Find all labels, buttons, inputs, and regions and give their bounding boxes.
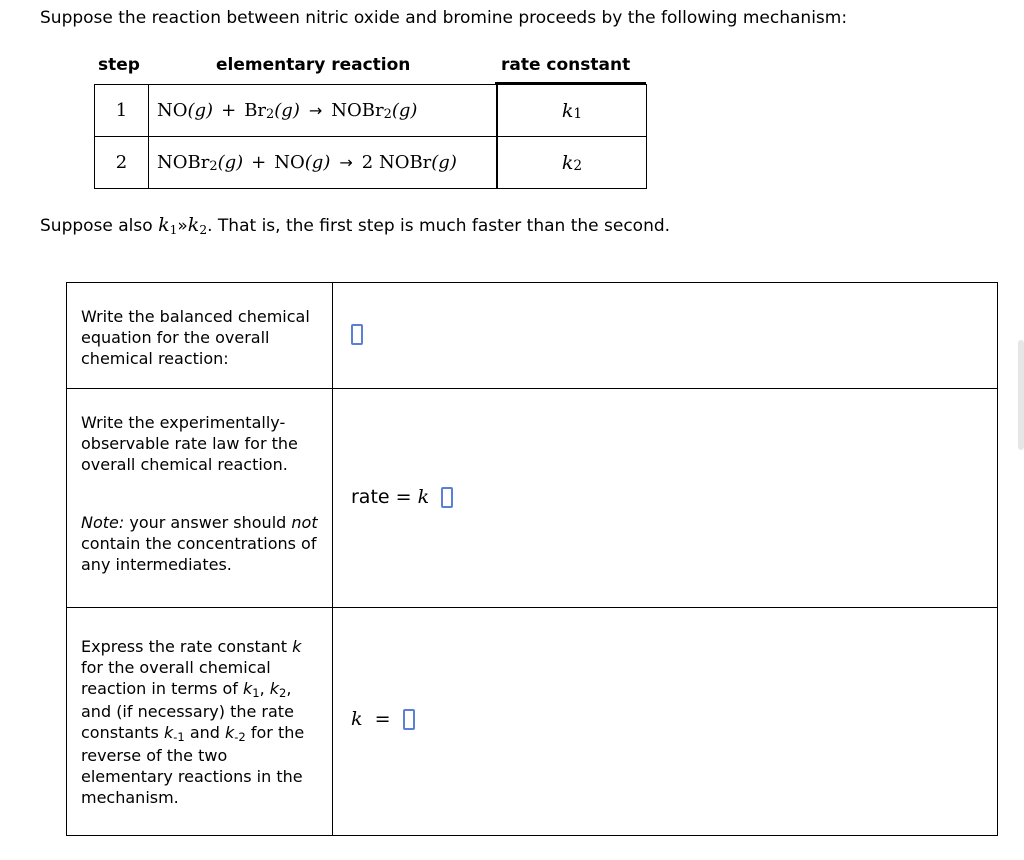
reactant-2: Br <box>244 100 267 121</box>
rate-constant-input[interactable] <box>403 709 415 730</box>
state: (g) <box>391 100 418 121</box>
question-row-rate-law <box>67 389 997 608</box>
mechanism-row-1 <box>95 85 647 137</box>
subscript: -2 <box>234 730 246 745</box>
reactant-2: NO <box>274 152 305 173</box>
subscript: 2 <box>573 158 583 175</box>
plus-sign: + <box>251 152 267 173</box>
reaction-arrow-icon: → <box>339 153 353 172</box>
rate-law-input[interactable] <box>441 487 453 508</box>
note-text: contain the concentrations of any intermediates. <box>81 534 317 574</box>
note-label: Note: <box>81 513 125 532</box>
state: (g) <box>431 152 457 173</box>
text: and <box>184 723 226 742</box>
rate-constant-expression <box>351 708 415 730</box>
note-emphasis: not <box>291 513 318 532</box>
overall-equation-input[interactable] <box>351 324 363 345</box>
question-cell <box>67 608 333 835</box>
assumption-text <box>40 214 670 236</box>
header-elementary-reaction: elementary reaction <box>216 55 411 75</box>
state: (g) <box>274 100 300 121</box>
k-symbol: k <box>158 214 170 236</box>
header-step: step <box>98 55 140 75</box>
question-note <box>81 512 318 575</box>
mechanism-header <box>94 52 646 82</box>
plus-sign: + <box>221 100 237 121</box>
step-number: 2 <box>95 137 149 189</box>
k-symbol: k <box>351 708 363 730</box>
question-cell <box>67 283 333 388</box>
k-symbol: k <box>163 723 174 742</box>
k-symbol: k <box>292 637 302 656</box>
subscript: -1 <box>173 730 185 745</box>
mechanism-grid <box>94 84 647 189</box>
subscript: 2 <box>266 106 275 122</box>
product: NOBr <box>331 100 384 121</box>
reaction-arrow-icon: → <box>308 101 323 120</box>
question-text: Write the experimentally-observable rate law for the overall chemical reaction. <box>81 413 298 474</box>
question-text <box>81 608 318 808</box>
k-symbol: k <box>243 679 253 698</box>
answer-cell <box>334 608 997 835</box>
rate-equals-label: rate = <box>351 486 412 508</box>
assumption-suffix: . That is, the first step is much faster than the second. <box>207 216 671 236</box>
header-rate-constant: rate constant <box>501 55 631 75</box>
intro-text: Suppose the reaction between nitric oxide and bromine proceeds by the following mechanism: <box>40 8 848 28</box>
answer-cell <box>334 389 997 607</box>
question-row-overall-equation <box>67 283 997 389</box>
subscript: 2 <box>209 158 218 174</box>
step-number: 1 <box>95 85 149 137</box>
state: (g) <box>304 152 331 173</box>
k-symbol: k <box>269 679 280 698</box>
rate-law-expression <box>351 486 453 508</box>
subscript: 2 <box>279 686 287 701</box>
text: Express the rate constant <box>81 637 293 656</box>
text: , and (if necessary) the rate constants <box>81 679 294 742</box>
note-text: your answer should <box>124 513 292 532</box>
mechanism-row-2 <box>95 137 647 189</box>
much-greater-symbol: » <box>177 216 188 236</box>
subscript: 2 <box>199 223 208 238</box>
subscript: 1 <box>573 106 583 123</box>
question-row-rate-constant <box>67 608 997 835</box>
k-symbol: k <box>561 99 574 122</box>
question-text: Write the balanced chemical equation for the overall chemical reaction: <box>81 307 310 368</box>
text: for the overall chemical reaction in terms of <box>81 658 271 698</box>
subscript: 2 <box>383 106 392 122</box>
text: for the reverse of the two elementary reactions in the mechanism. <box>81 723 305 807</box>
equals-sign: = <box>374 708 391 730</box>
text: , <box>259 679 270 698</box>
mechanism-table <box>94 52 646 175</box>
assumption-prefix: Suppose also <box>40 216 159 236</box>
rate-constant <box>497 137 647 189</box>
question-cell <box>67 389 333 607</box>
answer-table <box>66 282 998 836</box>
subscript: 1 <box>252 686 260 701</box>
k-symbol: k <box>225 723 235 742</box>
reactant-1: NO <box>157 100 188 121</box>
reactant-1: NOBr <box>157 152 210 173</box>
k-symbol: k <box>417 486 430 508</box>
elementary-reaction <box>149 137 497 189</box>
subscript: 1 <box>169 223 178 238</box>
product: 2 NOBr <box>361 152 432 173</box>
answer-cell <box>334 283 997 388</box>
scrollbar[interactable] <box>1018 340 1024 450</box>
k-symbol: k <box>561 151 574 174</box>
elementary-reaction <box>149 85 497 137</box>
state: (g) <box>187 100 214 121</box>
k-symbol: k <box>187 214 200 236</box>
rate-constant <box>497 85 647 137</box>
state: (g) <box>217 152 244 173</box>
